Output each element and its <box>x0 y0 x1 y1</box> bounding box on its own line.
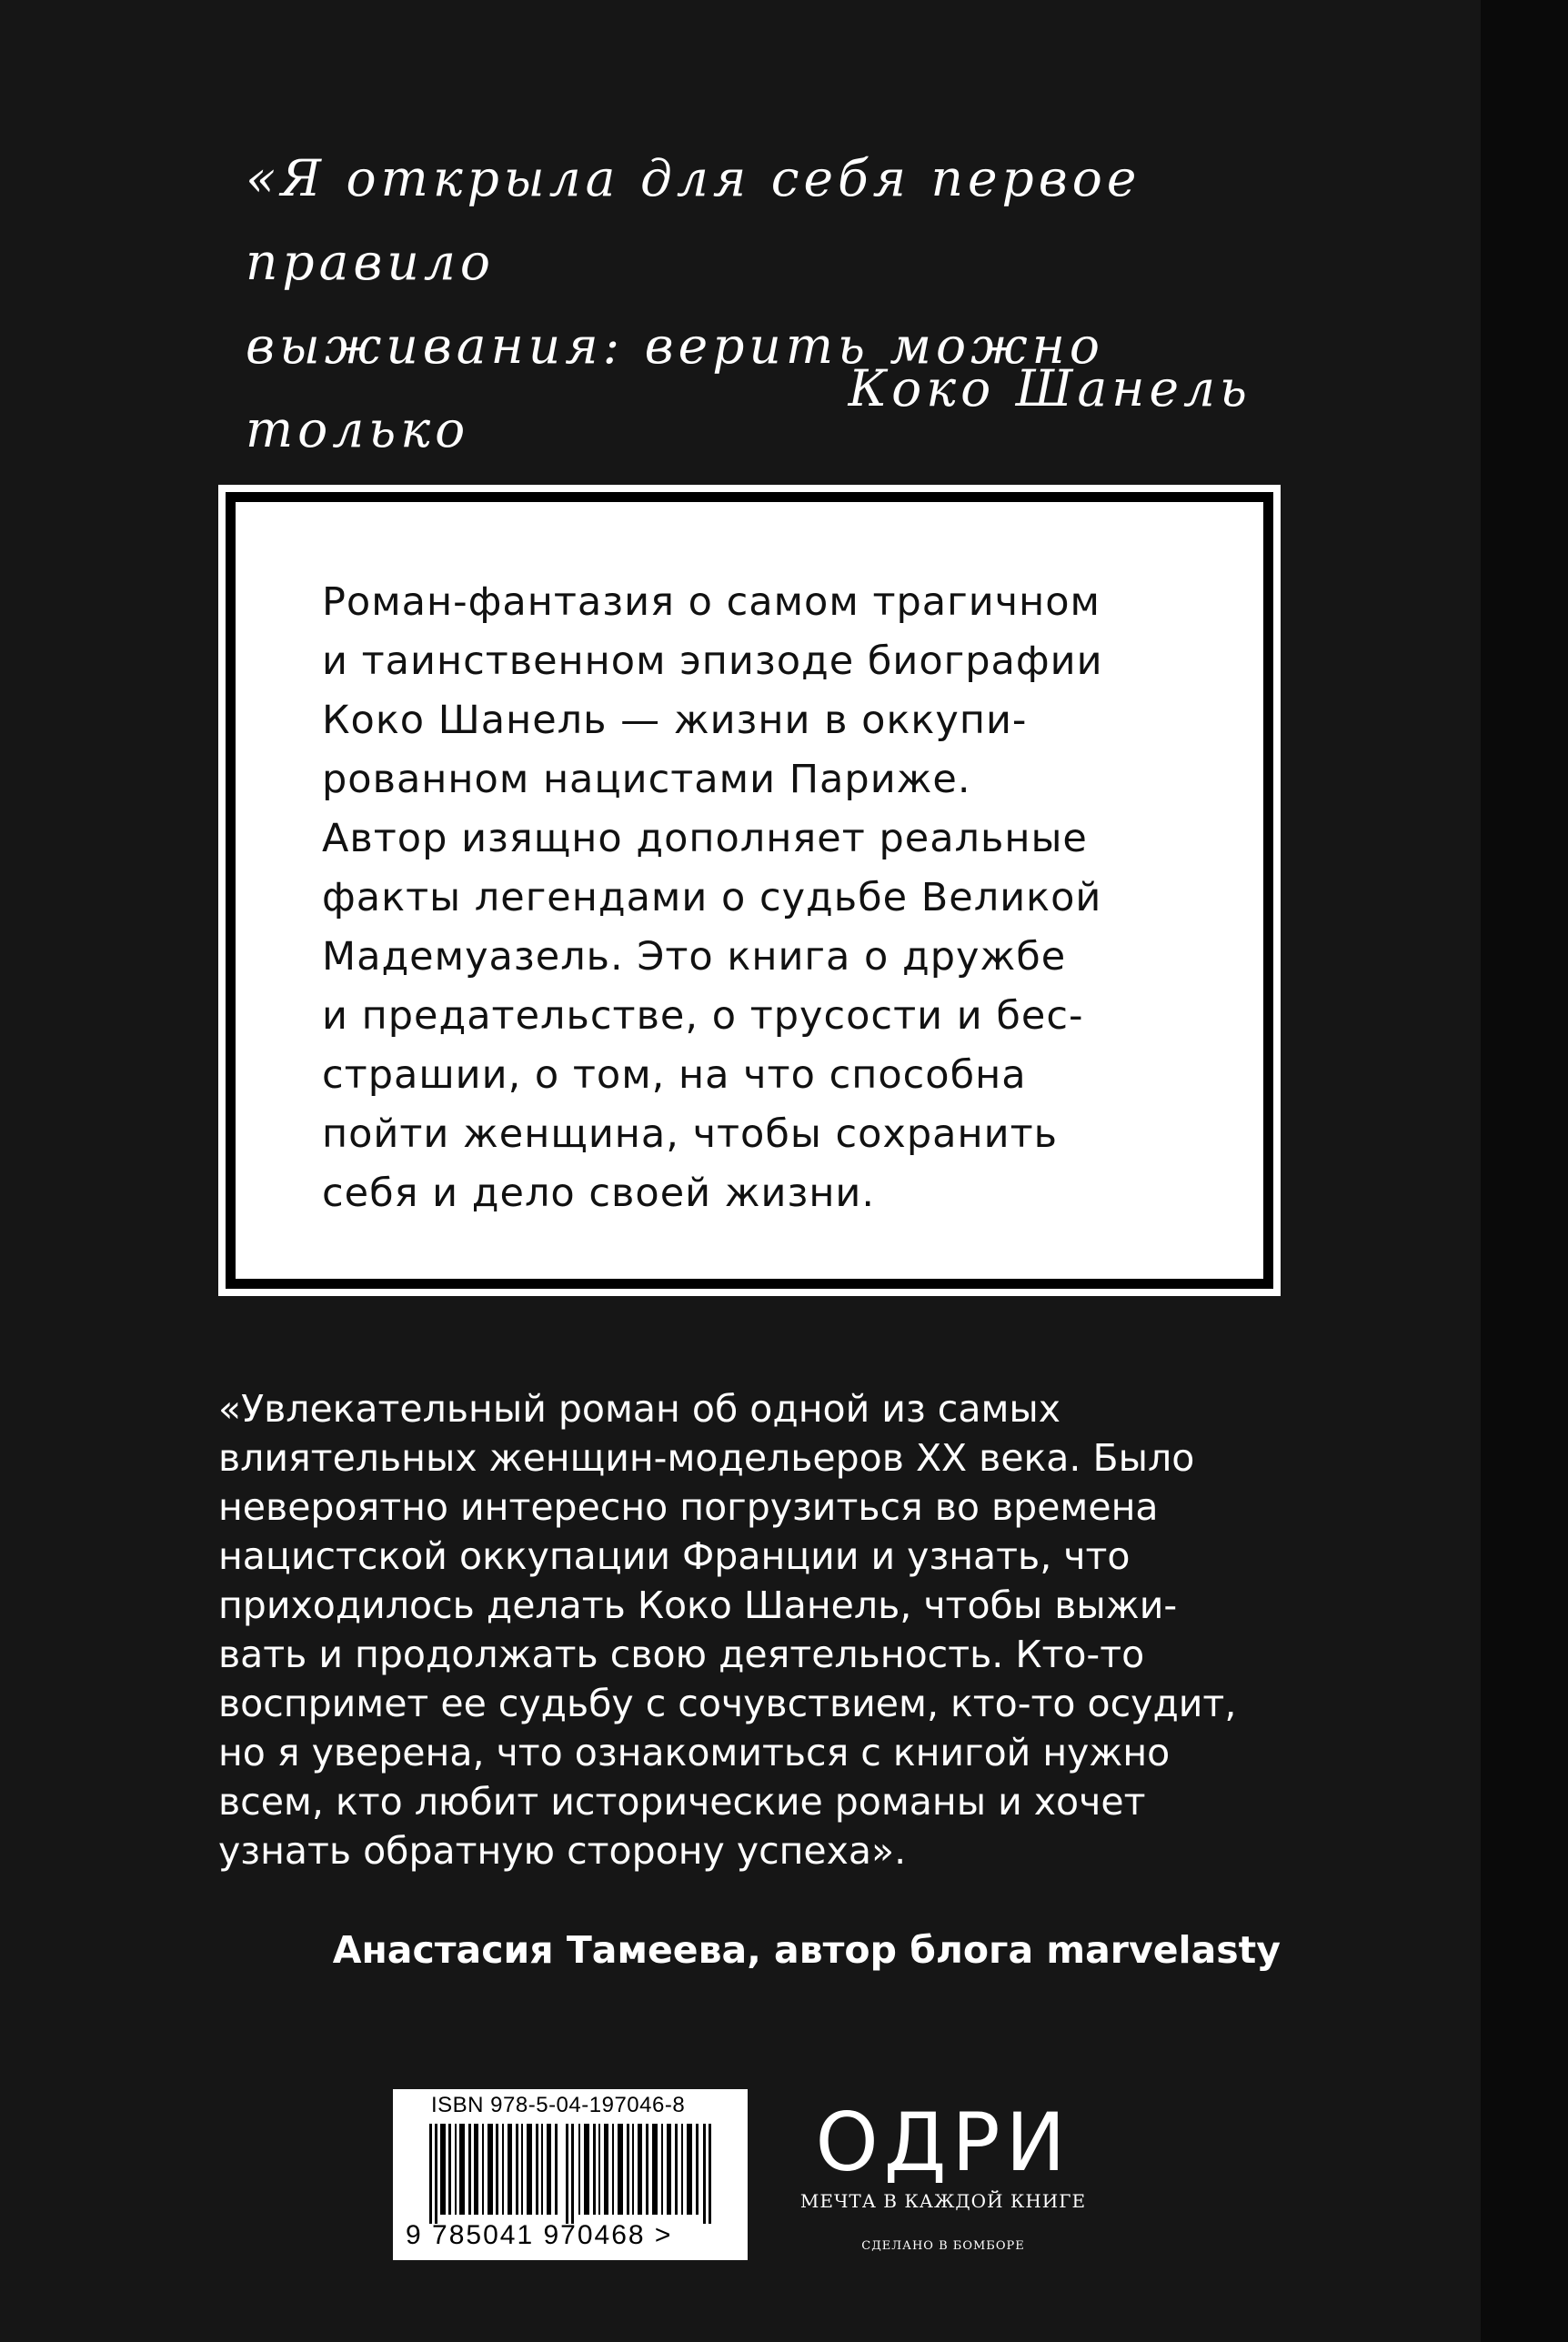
review-author: Анастасия Тамеева, автор блога marvelasty <box>332 1928 1281 1972</box>
publisher-imprint: СДЕЛАНО В БОМБОРЕ <box>861 2239 1025 2253</box>
epigraph-author: Коко Шанель <box>848 359 1251 417</box>
review-quote: «Увлекательный роман об одной из самых влиятельных женщин-модельеров XX века. Было невероятно интересно погрузиться во времена нацистской оккупации Франции и узнать, что приходилось делать Коко Шанель, чтобы выжи- вать и продолжать свою деятельность. Кто-то воспримет ее судьбу с сочувствием, кто-то осудит, но я уверена, что ознакомиться с книгой нужно всем, кто любит исторические романы и хочет узнать обратную сторону успеха». <box>218 1387 1237 1873</box>
annotation-text: Роман-фантазия о самом трагичном и таинственном эпизоде биографии Коко Шанель — жизни в оккупи- рованном нацистами Париже. Автор изящно дополняет реальные факты легендами о судьбе Великой Мадемуазель. Это книга о дружбе и предательстве, о трусости и бес- страшии, о том, на что способна пойти женщина, чтобы сохранить себя и дело своей жизни. <box>322 579 1103 1216</box>
publisher-tagline: МЕЧТА В КАЖДОЙ КНИГЕ <box>799 2190 1087 2212</box>
isbn-label: ISBN 978-5-04-197046-8 <box>431 2093 686 2117</box>
annotation-frame-panel <box>236 502 1263 1279</box>
barcode-block <box>393 2089 748 2260</box>
annotation-frame <box>218 485 1281 1296</box>
epigraph-quote: «Я открыла для себя первое правило выживания: верить можно только <box>246 149 1141 458</box>
publisher-logo <box>793 2096 1093 2253</box>
annotation-frame-border <box>226 492 1273 1289</box>
barcode-icon <box>429 2124 720 2224</box>
spine-edge <box>1481 0 1568 2342</box>
publisher-name: ОДРИ <box>815 2096 1071 2189</box>
barcode-digits: 9 785041 970468 > <box>406 2220 673 2250</box>
